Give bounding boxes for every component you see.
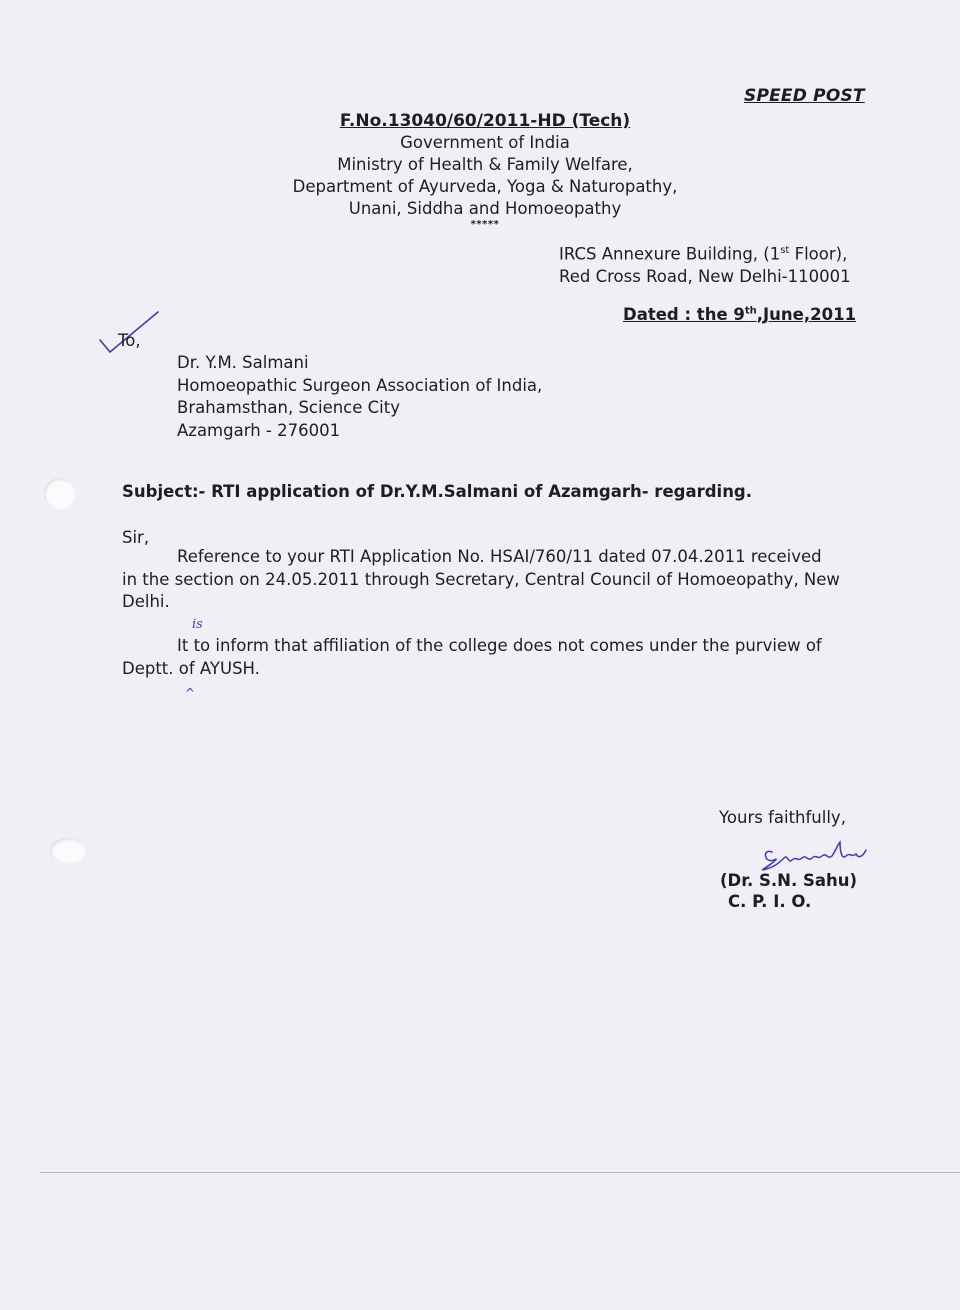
signer-name: (Dr. S.N. Sahu) <box>720 871 858 890</box>
signatory <box>720 870 857 912</box>
punch-hole-top <box>44 478 76 510</box>
paragraph-line: It to inform that affiliation of the college does not comes under the purview of <box>177 636 822 655</box>
file-number: F.No.13040/60/2011-HD (Tech) <box>339 111 631 131</box>
recipient-name: Dr. Y.M. Salmani <box>177 353 309 372</box>
to-label: To, <box>118 331 141 350</box>
caret-mark-icon: ^ <box>185 686 196 700</box>
fold-line <box>40 1172 960 1173</box>
recipient-city: Azamgarh - 276001 <box>177 420 341 440</box>
handwritten-insert: is <box>192 617 203 632</box>
signer-title: C. P. I. O. <box>728 892 812 911</box>
speed-post-label: SPEED POST <box>744 86 865 106</box>
recipient-street: Brahamsthan, Science City <box>177 398 400 417</box>
punch-hole-bottom <box>50 838 86 864</box>
paragraph-line: Delhi. <box>122 592 170 611</box>
paragraph-inform <box>122 634 852 680</box>
separator-stars: ***** <box>470 219 500 230</box>
paragraph-line: Reference to your RTI Application No. HSAI/760/11 dated 07.04.2011 received <box>177 547 822 566</box>
closing-text: Yours faithfully, <box>719 808 846 827</box>
address-line-2: Red Cross Road, New Delhi-110001 <box>559 266 851 286</box>
subject-line: Subject:- RTI application of Dr.Y.M.Salmani of Azamgarh- regarding. <box>122 482 753 501</box>
signature-icon <box>758 838 878 874</box>
salutation: Sir, <box>122 528 150 547</box>
letterhead-line-1: Government of India <box>400 133 570 152</box>
letterhead-line-2: Ministry of Health & Family Welfare, <box>337 155 633 174</box>
letter-date: Dated : the 9th,June,2011 <box>623 305 857 324</box>
letterhead <box>240 110 730 230</box>
address-line-1: IRCS Annexure Building, (1st Floor), <box>559 244 848 264</box>
recipient-org: Homoeopathic Surgeon Association of India, <box>177 375 543 395</box>
office-address <box>559 240 851 288</box>
letterhead-line-3: Department of Ayurveda, Yoga & Naturopathy, <box>292 177 678 196</box>
letterhead-line-4: Unani, Siddha and Homoeopathy <box>348 199 622 218</box>
paragraph-line: Deptt. of AYUSH. <box>122 659 260 678</box>
recipient-address <box>177 352 542 442</box>
paragraph-reference <box>122 546 852 614</box>
paragraph-line: in the section on 24.05.2011 through Secretary, Central Council of Homoeopathy, New <box>122 569 840 589</box>
